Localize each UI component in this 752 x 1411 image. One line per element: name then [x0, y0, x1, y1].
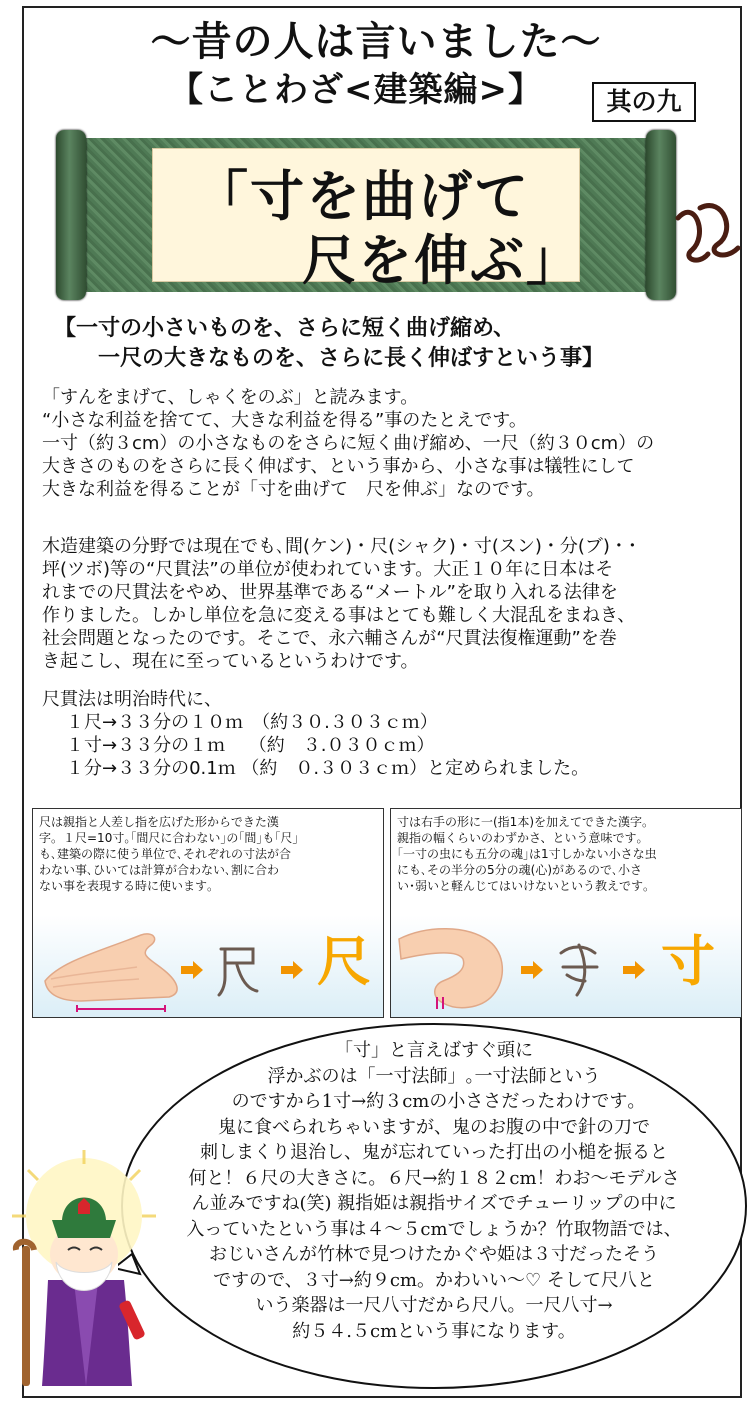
arrow-right-icon [281, 961, 303, 979]
text-line: 坪(ツボ)等の“尺貫法”の単位が使われています。大正１０年に日本はそ [42, 559, 614, 580]
issue-badge: 其の九 [592, 82, 696, 122]
text-line: き起こし、現在に至っているというわけです。 [42, 651, 419, 672]
bubble-line: いう楽器は一尺八寸だから尺八。一尺八寸→ [255, 1295, 613, 1316]
bubble-line: 浮かぶのは「一寸法師」｡一寸法師という [267, 1065, 601, 1087]
ancient-sun-glyph-icon [557, 941, 603, 999]
units-paragraph [42, 688, 589, 780]
sun-kanji: 寸 [661, 929, 715, 993]
unit-row: １寸→３３分の１ｍ （約 ３.０３０ｃｍ） [66, 735, 435, 756]
text-line: ない事を表現する時に使います｡ [39, 879, 214, 893]
bubble-line: 鬼に食べられちゃいますが、鬼のお腹の中で針の刀で [218, 1116, 650, 1138]
hand-shaku-icon [41, 921, 191, 1013]
sun-text [391, 809, 741, 909]
bubble-line: のですから1寸→約３cmの小ささだったわけです｡ [231, 1091, 637, 1112]
meaning-line-1: 【一寸の小さいものを、さらに短く曲げ縮め、 [54, 316, 516, 341]
text-line: 大きな利益を得ることが「寸を曲げて 尺を伸ぶ」なのです。 [42, 479, 545, 500]
text-line: 寸は右手の形に一(指1本)を加えてできた漢字｡ [397, 815, 648, 829]
bubble-line: おじいさんが竹林で見つけたかぐや姫は３寸だったそう [209, 1244, 659, 1265]
page-subtitle: 【ことわざ<建築編>】 [169, 70, 543, 110]
meaning-line-2: 一尺の大きなものを、さらに長く伸ばすという事】 [98, 346, 605, 371]
hanging-scroll [56, 130, 676, 300]
text-line: にも､その半分の5分の魂(心)があるので､小さ [397, 863, 642, 877]
arrow-right-icon [623, 961, 645, 979]
bubble-line: 約５４.５cmという事になります。 [292, 1320, 576, 1342]
sun-illustration [391, 915, 741, 1017]
scroll-roller-right [646, 130, 676, 300]
proverb-line-2: 尺を伸ぶ」 [302, 229, 582, 292]
text-line: わない事､ひいては計算が合わない､割に合わ [39, 863, 280, 877]
text-line: 社会問題となったのです。そこで、永六輔さんが“尺貫法復権運動”を巻 [42, 628, 617, 649]
bubble-line: ん並みですね(笑) 親指姫は親指サイズでチューリップの中に [191, 1193, 677, 1214]
hand-sun-icon [397, 919, 509, 1013]
unit-row: １分→３３分の0.1ｍ （約 ０.３０３ｃｍ）と定められました。 [66, 758, 590, 779]
speech-bubble [118, 1018, 750, 1392]
text-line: 大きさのものをさらに長く伸ばす、という事から、小さな事は犠牲にして [42, 456, 635, 477]
bubble-text [118, 1038, 750, 1344]
text-line: 字。１尺=10寸｡｢間尺に合わない｣の｢間｣も｢尺｣ [39, 831, 299, 845]
unit-row: １尺→３３分の１０ｍ （約３０.３０３ｃｍ） [66, 712, 438, 733]
text-line: 木造建築の分野では現在でも､間(ケン)・尺(シャク)・寸(スン)・分(ブ)・･ [42, 536, 637, 557]
scroll-cord-icon [674, 196, 748, 268]
shaku-kanji: 尺 [317, 929, 371, 993]
history-paragraph [42, 535, 637, 673]
sun-explanation-box [390, 808, 742, 1018]
text-line: 尺は親指と人差し指を広げた形からできた漢 [39, 815, 279, 829]
page-title: ～昔の人は言いました～ [150, 19, 602, 65]
text-line: い･弱いと軽んじてはいけないという教えです｡ [397, 879, 650, 893]
shaku-illustration [33, 915, 383, 1017]
proverb-meaning [54, 314, 604, 374]
bubble-line: 刺しまくり退治し、鬼が忘れていった打出の小槌を振ると [200, 1142, 668, 1163]
text-line: “小さな利益を捨てて、大きな利益を得る”事のたとえです。 [42, 410, 527, 431]
text-line: 作りました。しかし単位を急に変える事はとても難しく大混乱をまねき、 [42, 605, 636, 626]
bubble-line: 入っていたという事は４～５cmでしょうか？竹取物語では、 [186, 1218, 682, 1240]
proverb-line-1: 「寸を曲げて [194, 165, 530, 228]
shaku-explanation-box [32, 808, 384, 1018]
bubble-line: 「寸」と言えばすぐ頭に [335, 1040, 533, 1061]
text-line: 「すんをまげて、しゃくをのぶ」と読みます。 [42, 387, 419, 408]
bubble-line: 何と！６尺の大きさに。６尺→約１８２cm！わお～モデルさ [188, 1167, 680, 1189]
scroll-roller-left [56, 130, 86, 300]
arrow-right-icon [521, 961, 543, 979]
text-line: 一寸（約３cm）の小さなものをさらに短く曲げ縮め、一尺（約３０cm）の [42, 433, 655, 454]
sage-character-icon [8, 1150, 168, 1390]
text-line: ｢一寸の虫にも五分の魂｣は1寸しかない小さな虫 [397, 847, 657, 861]
text-line: 尺貫法は明治時代に、 [42, 689, 222, 710]
text-line: れまでの尺貫法をやめ、世界基準である“メートル”を取り入れる法律を [42, 582, 618, 603]
text-line: も､建築の際に使う単位で､それぞれの寸法が合 [39, 847, 292, 861]
bubble-line: ですので、３寸→約９cm。かわいい～♡ そして尺八と [213, 1269, 655, 1291]
shaku-text [33, 809, 383, 909]
text-line: 親指の幅くらいのわずかさ、という意味です｡ [397, 831, 643, 845]
reading-paragraph [42, 386, 654, 501]
arrow-right-icon [181, 961, 203, 979]
ancient-shaku-glyph-icon [217, 943, 259, 997]
